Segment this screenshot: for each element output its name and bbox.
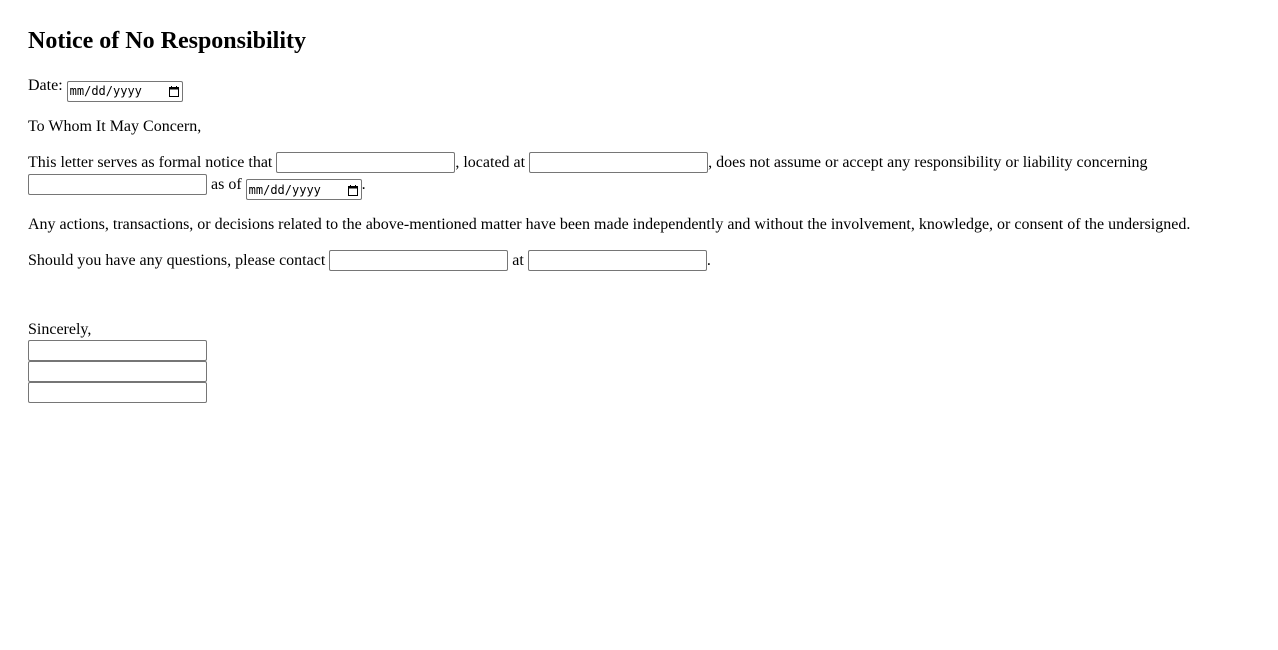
effective-date-placeholder: mm/dd/yyyy — [248, 182, 321, 197]
greeting: To Whom It May Concern, — [28, 117, 202, 135]
date-placeholder: mm/dd/yyyy — [69, 84, 142, 98]
date-line — [28, 75, 1250, 102]
actions-paragraph: Any actions, transactions, or decisions related to the above-mentioned matter have been made independently and without the involvement, knowledge, or consent of the undersigned. — [28, 216, 1191, 233]
contact-name-input[interactable] — [329, 250, 508, 271]
signature-organization-input[interactable] — [28, 382, 207, 403]
notice-text-1: This letter serves as formal notice that — [28, 153, 273, 171]
date-label: Date: — [28, 77, 63, 94]
contact-text-1: Should you have any questions, please contact — [28, 252, 326, 269]
letter-date-input[interactable] — [67, 81, 183, 102]
notice-text-5: . — [361, 175, 366, 193]
signature-block — [28, 340, 1250, 403]
calendar-icon[interactable] — [348, 185, 358, 195]
contact-paragraph — [28, 250, 1250, 272]
notice-text-4: as of — [211, 175, 242, 193]
contact-text-2: at — [512, 252, 524, 269]
closing: Sincerely, — [28, 321, 92, 338]
signature-name-input[interactable] — [28, 340, 207, 361]
notice-text-2: , located at — [455, 153, 526, 171]
effective-date-input[interactable] — [246, 179, 362, 200]
matter-input[interactable] — [28, 174, 207, 195]
signature-title-input[interactable] — [28, 361, 207, 382]
page-title: Notice of No Responsibility — [28, 28, 306, 54]
calendar-icon[interactable] — [169, 86, 179, 96]
party-address-input[interactable] — [529, 152, 708, 173]
notice-text-3: , does not assume or accept any responsibility or liability concerning — [708, 153, 1148, 171]
contact-text-3: . — [706, 252, 711, 269]
notice-paragraph — [28, 152, 1250, 201]
contact-info-input[interactable] — [528, 250, 707, 271]
party-name-input[interactable] — [276, 152, 455, 173]
